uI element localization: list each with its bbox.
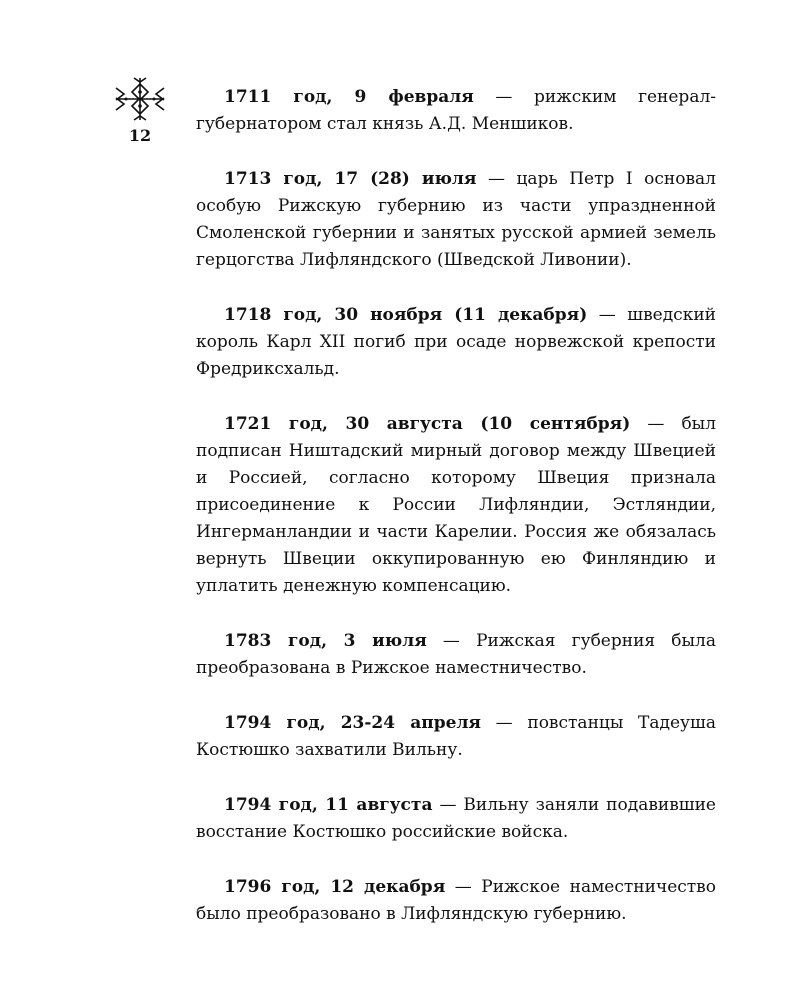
chronology-entry — [196, 792, 716, 846]
folk-ornament-icon — [112, 76, 168, 122]
entry-date: 1718 год, 30 ноября (11 декабря) — [224, 305, 588, 325]
entry-date: 1794 год, 23-24 апреля — [224, 713, 481, 733]
entry-text: — Рижская губерния была преобразована в Рижское наместничество. — [196, 631, 716, 678]
entry-text: — повстанцы Тадеуша Костюшко захватили Вильну. — [196, 713, 716, 760]
chronology-entry — [196, 84, 716, 138]
chronology-entry — [196, 302, 716, 383]
entry-date: 1713 год, 17 (28) июля — [224, 169, 477, 189]
entry-date: 1721 год, 30 августа (10 сентября) — [224, 414, 631, 434]
entry-date: 1796 год, 12 декабря — [224, 877, 446, 897]
entry-text: — рижским генерал-губернатором стал князь А.Д. Меншиков. — [196, 87, 716, 134]
entry-text: — Вильну заняли подавившие восстание Костюшко российские войска. — [196, 795, 716, 842]
page-number: 12 — [128, 126, 152, 145]
chronology-entry — [196, 166, 716, 274]
entry-date: 1711 год, 9 февраля — [224, 87, 474, 107]
entry-date: 1794 год, 11 августа — [224, 795, 433, 815]
chronology-entry — [196, 874, 716, 928]
entry-date: 1783 год, 3 июля — [224, 631, 427, 651]
entry-text: — шведский король Карл XII погиб при осаде норвежской крепости Фредриксхальд. — [196, 305, 716, 379]
entry-text: — царь Петр I основал особую Рижскую губернию из части упраздненной Смоленской губернии и занятых русской армией земель герцогства Лифляндского (Шведской Ливонии). — [196, 169, 716, 270]
entry-text: — был подписан Ништадский мирный договор между Швецией и Россией, согласно которому Швеция признала присоединение к России Лифляндии, Эстляндии, Ингерманландии и части Карелии. Россия же обязалась вернуть Швеции оккупированную ею Финляндию и уплатить денежную компенсацию. — [196, 414, 717, 596]
chronology-list — [196, 84, 716, 956]
chronology-entry — [196, 628, 716, 682]
chronology-entry — [196, 710, 716, 764]
chronology-entry — [196, 411, 716, 600]
entry-text: — Рижское наместничество было преобразовано в Лифляндскую губернию. — [196, 877, 716, 924]
